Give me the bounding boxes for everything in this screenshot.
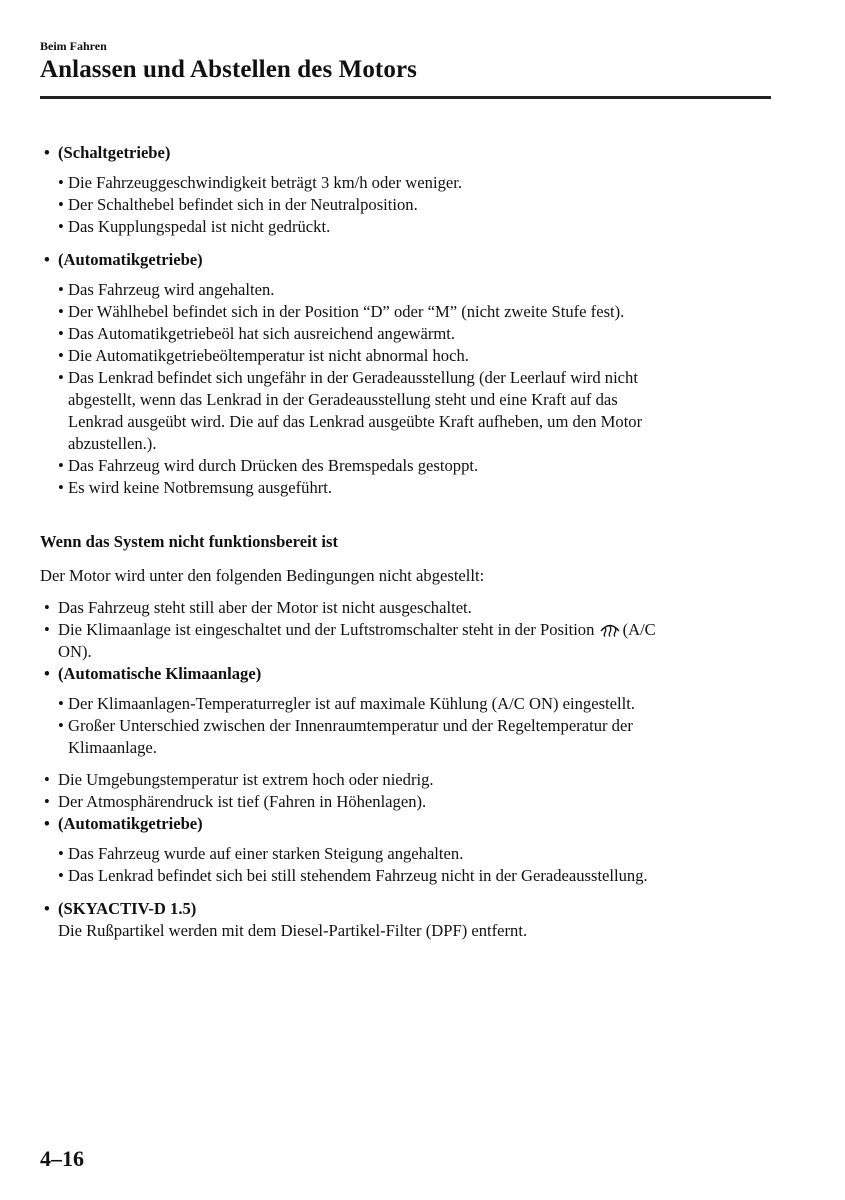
list-item-text: Das Lenkrad befindet sich bei still stehendem Fahrzeug nicht in der Geradeausstellung. [68,866,648,885]
bullet: • [44,598,50,617]
bullet: • [58,280,64,299]
bullet: • [58,478,64,497]
list-item [40,693,780,715]
list-item [40,663,780,685]
list-item-text: (A/C [622,620,656,639]
bullet: • [58,346,64,365]
list-item [40,455,780,477]
list-item-text: Der Klimaanlagen-Temperaturregler ist auf maximale Kühlung (A/C ON) eingestellt. [68,694,635,713]
list-item-text: Der Wählhebel befindet sich in der Position “D” oder “M” (nicht zweite Stufe fest). [68,302,625,321]
list-item [40,249,780,271]
list-item-text: Das Fahrzeug wird durch Drücken des Bremspedals gestoppt. [68,456,479,475]
bullet: • [58,456,64,475]
bullet: • [58,866,64,885]
paragraph: Der Motor wird unter den folgenden Bedingungen nicht abgestellt: [40,566,485,585]
list-item-text: Das Fahrzeug steht still aber der Motor ist nicht ausgeschaltet. [58,598,472,617]
bullet: • [58,368,64,387]
page-number: 4–16 [40,1146,84,1171]
list-item-text: (Automatische Klimaanlage) [58,664,262,683]
bullet: • [58,324,64,343]
list-item-text: Die Umgebungstemperatur ist extrem hoch oder niedrig. [58,770,434,789]
list-item [40,715,780,737]
list-item-text: Das Kupplungspedal ist nicht gedrückt. [68,217,331,236]
bullet: • [44,770,50,789]
list-item [40,597,780,619]
list-item [40,345,780,367]
list-item-text: Die Fahrzeuggeschwindigkeit beträgt 3 km/h oder weniger. [68,173,462,192]
list-item-continuation: ON). [58,642,92,661]
list-item [40,843,780,865]
list-item [40,194,780,216]
bullet: • [44,899,50,918]
bullet: • [58,217,64,236]
list-item-continuation: Die Rußpartikel werden mit dem Diesel-Partikel-Filter (DPF) entfernt. [58,921,528,940]
section-heading: Wenn das System nicht funktionsbereit ist [40,532,338,551]
bullet: • [44,250,50,269]
bullet: • [44,814,50,833]
list-item-text: Der Atmosphärendruck ist tief (Fahren in Höhenlagen). [58,792,427,811]
list-item [40,323,780,345]
list-item-continuation: Lenkrad ausgeübt wird. Die auf das Lenkrad ausgeübte Kraft aufheben, um den Motor [68,412,643,431]
list-item-text: (Automatikgetriebe) [58,250,203,269]
list-item-text: Das Fahrzeug wurde auf einer starken Steigung angehalten. [68,844,464,863]
list-item [40,367,780,389]
list-item-text: Das Automatikgetriebeöl hat sich ausreichend angewärmt. [68,324,456,343]
list-item [40,216,780,238]
list-item-text: Die Automatikgetriebeöltemperatur ist nicht abnormal hoch. [68,346,469,365]
list-item-text: Es wird keine Notbremsung ausgeführt. [68,478,333,497]
bullet: • [58,173,64,192]
list-item-text: Das Fahrzeug wird angehalten. [68,280,275,299]
list-item-continuation: Klimaanlage. [68,738,157,757]
bullet: • [58,302,64,321]
list-item [40,865,780,887]
bullet: • [58,844,64,863]
section-label: Beim Fahren [40,39,107,53]
bullet: • [44,664,50,683]
bullet: • [44,620,50,639]
list-item-text: (Automatikgetriebe) [58,814,203,833]
list-item-text: (Schaltgetriebe) [58,143,171,162]
list-item-continuation: abzustellen.). [68,434,157,453]
list-item [40,619,780,641]
list-item [40,172,780,194]
windshield-defroster-icon [599,621,621,637]
list-item [40,791,780,813]
page-content [40,142,780,942]
list-item [40,142,780,164]
list-item-text: (SKYACTIV-D 1.5) [58,899,197,918]
list-item [40,301,780,323]
list-item [40,813,780,835]
list-item [40,769,780,791]
list-item [40,477,780,499]
bullet: • [58,195,64,214]
bullet: • [58,716,64,735]
list-item-text: Das Lenkrad befindet sich ungefähr in der Geradeausstellung (der Leerlauf wird nicht [68,368,638,387]
list-item-text: Der Schalthebel befindet sich in der Neutralposition. [68,195,418,214]
bullet: • [58,694,64,713]
list-item-text: Großer Unterschied zwischen der Innenraumtemperatur und der Regeltemperatur der [68,716,633,735]
bullet: • [44,792,50,811]
list-item [40,279,780,301]
list-item-text: Die Klimaanlage ist eingeschaltet und der Luftstromschalter steht in der Position [58,620,595,639]
bullet: • [44,143,50,162]
list-item-continuation: abgestellt, wenn das Lenkrad in der Geradeausstellung steht und eine Kraft auf das [68,390,618,409]
list-item [40,898,780,920]
header-rule [40,96,771,99]
page-title: Anlassen und Abstellen des Motors [40,56,417,83]
